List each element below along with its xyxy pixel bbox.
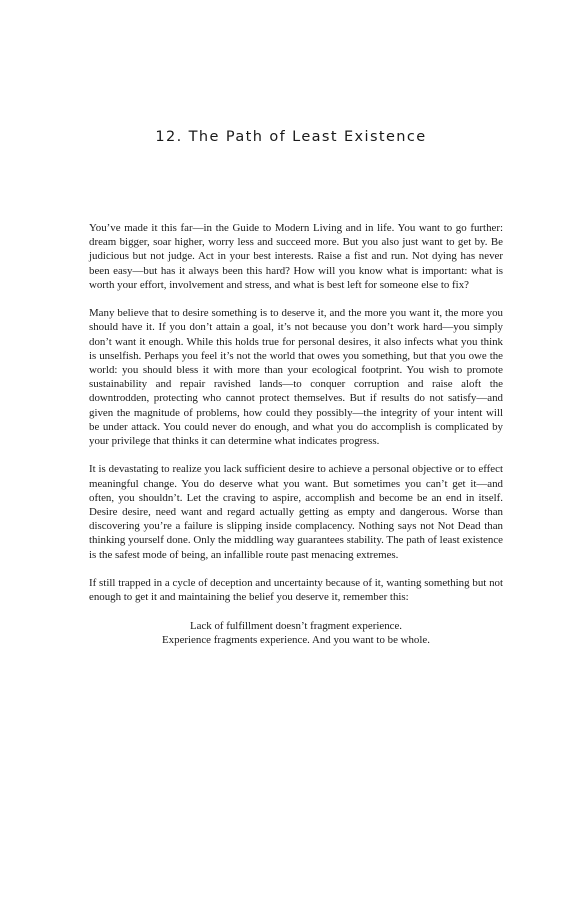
closing-quote [89, 619, 503, 647]
closing-line-2: Experience fragments experience. And you want to be whole. [162, 633, 430, 646]
paragraph-1: You’ve made it this far—in the Guide to Modern Living and in life. You want to go further: dream bigger, soar higher, worry less and succeed more. But you also just want to get by. Be judicious but not judge. Act in your best interests. Raise a fist and run. Not dying has never been easy—but has it always been this hard? How will you know what is important: what is worth your effort, involvement and stress, and what is best left for someone else to fix? [89, 222, 503, 291]
closing-line-1: Lack of fulfillment doesn’t fragment experience. [189, 619, 403, 632]
chapter-title: 12. The Path of Least Existence [155, 129, 427, 145]
paragraph-4: If still trapped in a cycle of deception and uncertainty because of it, wanting something but not enough to get it and maintaining the belief you deserve it, remember this: [89, 577, 503, 604]
paragraph-2: Many believe that to desire something is to deserve it, and the more you want it, the more you should have it. If you don’t attain a goal, it’s not because you don’t work hard—you simply don’t want it enough. While this holds true for personal desires, it also infects what you think is unselfish. Perhaps you feel it’s not the world that owes you something, but that you owe the world: you should bless it with more than your ecological footprint. You wish to promote sustainability and repair ravished lands—to conquer corruption and raise aloft the downtrodden, protecting who cannot protect themselves. But if results do not satisfy—and given the magnitude of problems, how could they possibly—the integrity of your intent will be under attack. You could never do enough, and what you do accomplish is complicated by your privilege that thinks it can determine what indicates progress. [89, 307, 503, 448]
chapter-body [89, 221, 503, 647]
paragraph-3: It is devastating to realize you lack sufficient desire to achieve a personal objective or to effect meaningful change. You do deserve what you want. But sometimes you can’t get it—and often, you shouldn’t. Let the craving to aspire, accomplish and become be an end in itself. Desire desire, need want and regard actually getting as empty and dangerous. Worse than discovering you’re a failure is slipping inside complacency. Nothing says not Not Dead than thinking yourself done. Only the middling way guarantees stability. The path of least existence is the safest mode of being, an infallible route past menacing extremes. [89, 463, 503, 561]
